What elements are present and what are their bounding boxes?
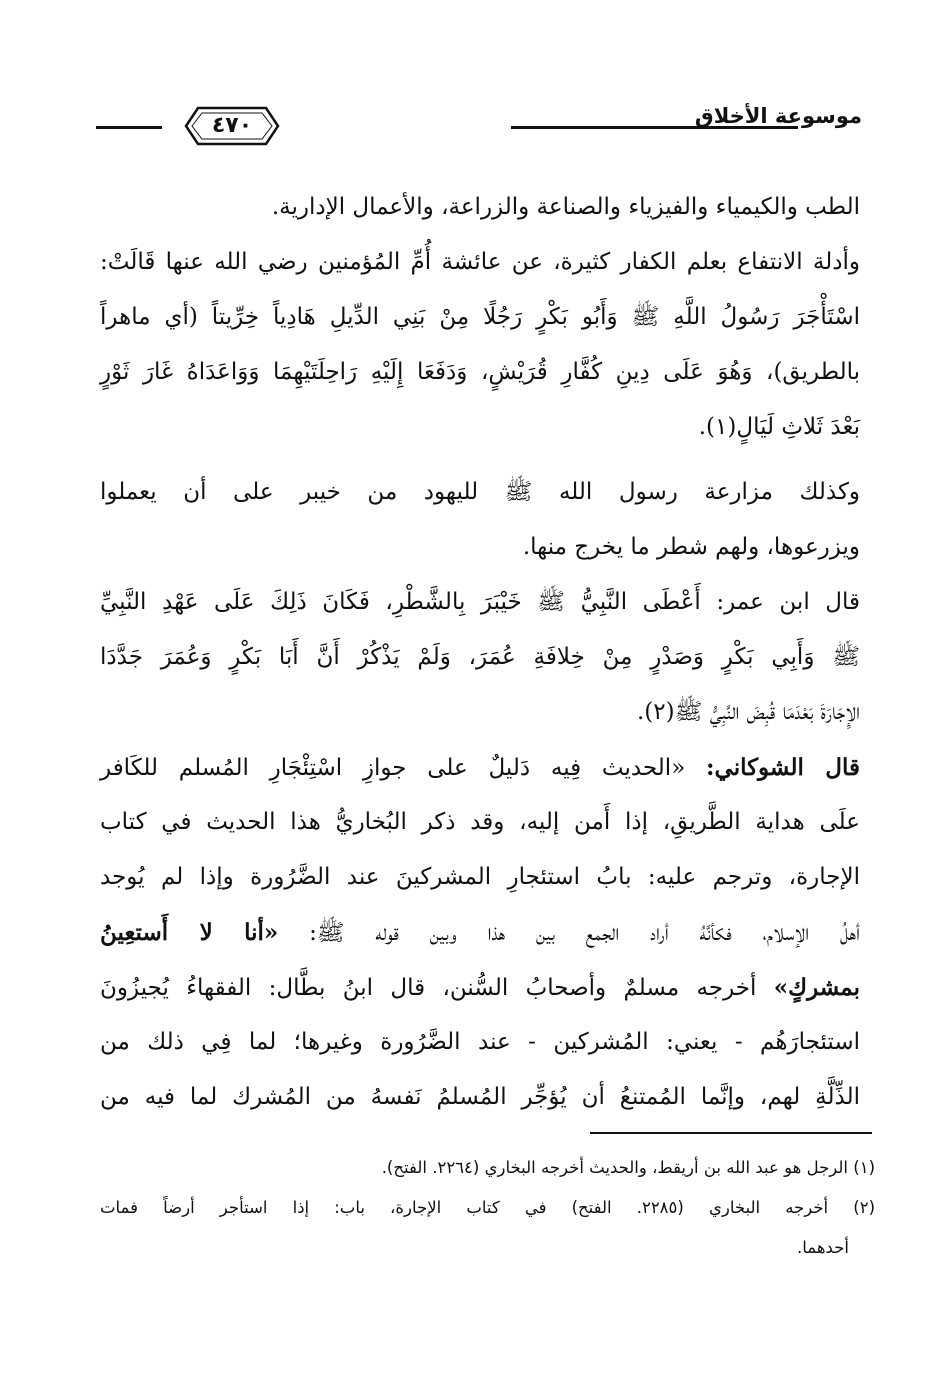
page-number-frame [176, 100, 288, 152]
text-line: وأدلة الانتفاع بعلم الكفار كثيرة، عن عائشة أُمِّ المُؤمنين رضي الله عنها قَالَتْ: [100, 249, 860, 275]
hadith-quote-part2: بمشركٍ» [773, 974, 861, 1001]
text-line-hadith [100, 905, 860, 960]
text-line: بالطريق)، وَهُوَ عَلَى دِينِ كُفَّارِ قُرَيْشٍ، وَدَفَعَا إِلَيْهِ رَاحِلَتَيْهِمَا وَوَاعَدَاهُ غَارَ ثَوْرٍ [100, 359, 860, 385]
shawkani-quote-start: «الحديث فِيه دَليلٌ على جوازِ اسْتِئْجَارِ المُسلم للكَافر [100, 755, 686, 781]
footnote-1: (١) الرجل هو عبد الله بن أريقط، والحديث أخرجه البخاري (٢٢٦٤. الفتح). [381, 1158, 875, 1177]
footnote-separator [590, 1132, 872, 1134]
text-line: الإِجَارَةَ بَعْدَمَا قُبِضَ النَّبِيُّ ﷺ(٢). [637, 699, 860, 725]
text-line: الإجارة، وترجم عليه: بابُ استئجارِ المشركينَ عند الضَّرُورة وإذا لم يُوجد [100, 864, 860, 890]
text-line: استئجارَهُم - يعني: المُشركين - عند الضَّرُورة وغيرها؛ لما فِي ذلك من [100, 1029, 860, 1055]
page-header [96, 96, 862, 156]
hadith-source: أخرجه مسلمٌ وأصحابُ السُّنن، قال ابنُ بطَّال: الفقهاءُ يُجيزُونَ [100, 975, 757, 1001]
footnote-2: (٢) أخرجه البخاري (٢٢٨٥. الفتح) في كتاب الإجارة، باب: إذا استأجر أرضاً فمات [100, 1198, 875, 1217]
book-title: موسوعة الأخلاق [694, 104, 862, 128]
shawkani-label: قال الشوكاني: [706, 754, 861, 781]
text-line: ويزرعوها، ولهم شطر ما يخرج منها. [522, 534, 860, 560]
text-line-hadith-cont [100, 960, 860, 1015]
paragraph-gap [100, 455, 860, 465]
text-line: علَى هداية الطَّريقِ، إذا أَمن إليه، وقد ذكر البُخاريُّ هذا الحديث في كتاب [100, 809, 860, 835]
text-line: الذِّلَّةِ لهم، وإنَّما المُمتنعُ أن يُؤجِّر المُسلمُ نَفسهُ من المُشرك لما فيه من [100, 1084, 860, 1110]
header-rule-left [96, 126, 162, 129]
text-line: بَعْدَ ثَلاثِ لَيَالٍ(١). [698, 414, 860, 440]
footnote-2-continuation: أحدهما. [797, 1238, 849, 1257]
text-line: الطب والكيمياء والفيزياء والصناعة والزراعة، والأعمال الإدارية. [271, 194, 860, 220]
text-line: ﷺ وَأَبِي بَكْرٍ وَصَدْرٍ مِنْ خِلافَةِ عُمَرَ، وَلَمْ يَذْكُرْ أَنَّ أَبَا بَكْرٍ وَعُمَرَ جَدَّدَا [100, 644, 860, 670]
text-line-shawkani [100, 740, 860, 795]
text-line: وكذلك مزارعة رسول الله ﷺ لليهود من خيبر على أن يعملوا [100, 479, 860, 505]
hadith-intro: أهلُ الإسلام، فكأنَّهُ أراد الجمع بين هذا وبين قوله ﷺ: [309, 920, 860, 946]
text-line: قال ابن عمر: أَعْطَى النَّبِيُّ ﷺ خَيْبَرَ بِالشَّطْرِ، فَكَانَ ذَلِكَ عَلَى عَهْدِ النَّبِيِّ [100, 589, 860, 615]
page-number: ٤٧٠ [211, 113, 253, 138]
main-text [100, 180, 860, 1125]
hadith-quote-part1: «أنا لا أَستعِينُ [100, 919, 279, 946]
footnotes [100, 1148, 875, 1268]
text-line: اسْتَأْجَرَ رَسُولُ اللَّهِ ﷺ وَأَبُو بَكْرٍ رَجُلًا مِنْ بَنِي الدِّيلِ هَادِياً خِرِّيتاً (أي ماهراً [100, 304, 860, 330]
